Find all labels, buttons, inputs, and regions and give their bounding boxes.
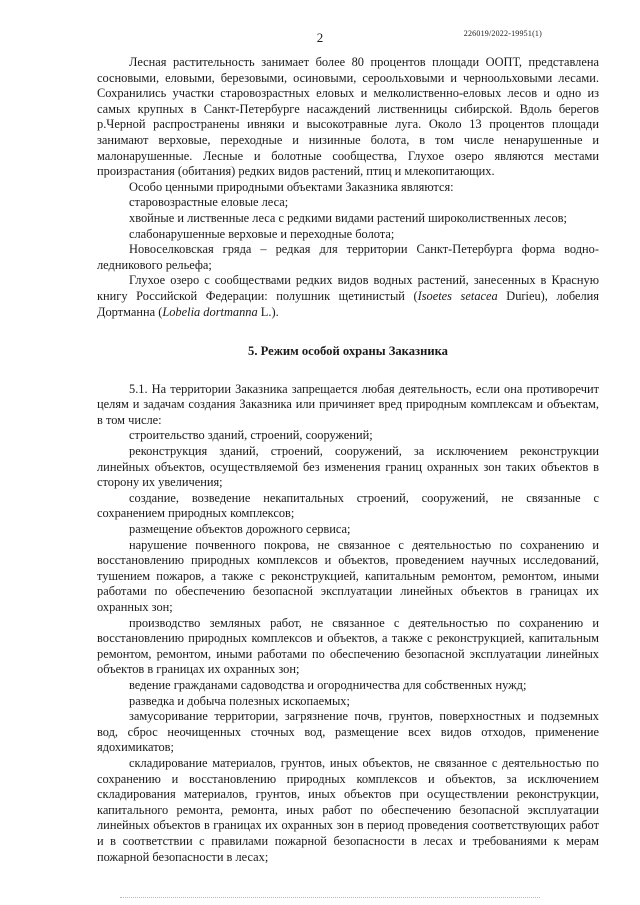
section-heading: 5. Режим особой охраны Заказника — [248, 344, 448, 359]
list-item-novoselkovskaya-ridge: Новоселковская гряда – редкая для территории Санкт-Петербурга форма водно-ледникового рельефа; — [97, 242, 599, 272]
prohibition-item: размещение объектов дорожного сервиса; — [129, 522, 351, 537]
prohibition-item: складирование материалов, грунтов, иных объектов, не связанное с деятельностью по сохранению и восстановлению природных комплексов и объектов, за исключением складирования материалов, грунтов, иных объектов при осуществлении реконструкции, капитального ремонта, ремонта, иных работ по обеспечению безопасной эксплуатации линейных объектов в границах их охранных зон в период проведения соответствующих работ и в соответствии с правилами пожарной безопасности в лесах и требованиями к мерам пожарной безопасности в лесах; — [97, 755, 599, 864]
prohibition-item: разведка и добыча полезных ископаемых; — [129, 693, 350, 708]
list-item-coniferous-forests: хвойные и лиственные леса с редкими видами растений широколиственных лесов; — [129, 210, 567, 225]
prohibition-item: создание, возведение некапитальных строений, сооружений, не связанные с сохранением природных комплексов; — [97, 490, 599, 521]
lake-text-after: L.). — [257, 304, 279, 319]
document-body — [97, 55, 599, 865]
paragraph-forest-vegetation: Лесная растительность занимает более 80 процентов площади ООПТ, представлена сосновыми, еловыми, березовыми, осиновыми, сероольховыми и черноольховыми лесами. Сохранились участки старовозрастных еловых и мелколиственно-еловых лесов и одно из самых крупных в Санкт-Петербурге насаждений лиственницы сибирской. Вдоль берегов р.Черной распространены ивняки и высокотравные луга. Около 13 процентов площади занимают верховые, переходные и низинные болота, в том числе ненарушенные и малонарушенные. Лесные и болотные сообщества, Глухое озеро являются местами произрастания (обитания) редких видов растений, птиц и млекопитающих. — [97, 55, 599, 179]
list-item-bogs: слабонарушенные верховые и переходные болота; — [129, 226, 395, 241]
document-id: 226019/2022-19951(1) — [463, 29, 542, 38]
paragraph-valuable-objects-intro: Особо ценными природными объектами Заказника являются: — [129, 179, 454, 194]
clause-5-1: 5.1. На территории Заказника запрещается любая деятельность, если она противоречит целям и задачам создания Заказника или причиняет вред природным комплексам и объектам, в том числе: — [97, 381, 599, 427]
prohibition-item: ведение гражданами садоводства и огородничества для собственных нужд; — [129, 677, 527, 692]
prohibition-item: строительство зданий, строений, сооружений; — [129, 428, 373, 443]
page-number: 2 — [316, 30, 324, 45]
latin-name-isoetes: Isoetes setacea — [417, 288, 498, 303]
list-item-glukhoe-lake — [97, 273, 599, 320]
lake-text-before: Глухое озеро с сообществами редких видов водных растений, занесенных в Красную книгу Российской Федерации: полушник щетинистый ( — [97, 273, 599, 303]
prohibition-item: реконструкция зданий, строений, сооружений, за исключением реконструкции линейных объектов, осуществляемой без изменения границ охранных зон таких объектов в сторону их увеличения; — [97, 444, 599, 490]
scan-edge-mark — [120, 897, 540, 902]
lake-text-mid: Durieu), лобелия Дортманна ( — [97, 288, 599, 319]
latin-name-lobelia: Lobelia dortmanna — [162, 304, 258, 319]
prohibition-item: замусоривание территории, загрязнение почв, грунтов, поверхностных и подземных вод, сброс неочищенных сточных вод, размещение всех видов отходов, применение ядохимикатов; — [97, 709, 599, 755]
list-item-old-spruce-forests: старовозрастные еловые леса; — [129, 195, 289, 210]
prohibition-item: нарушение почвенного покрова, не связанное с деятельностью по сохранению и восстановлению природных комплексов и объектов, проведением научных исследований, тушением пожаров, а также с реконструкцией, капитальным ремонтом, ремонтом, иными работами по обеспечению безопасной эксплуатации линейных объектов в границах их охранных зон; — [97, 537, 599, 614]
prohibition-item: производство земляных работ, не связанное с деятельностью по сохранению и восстановлению природных комплексов и объектов, а также с реконструкцией, капитальным ремонтом, ремонтом, иными работами по обеспечению безопасной эксплуатации линейных объектов в границах их охранных зон; — [97, 615, 599, 677]
